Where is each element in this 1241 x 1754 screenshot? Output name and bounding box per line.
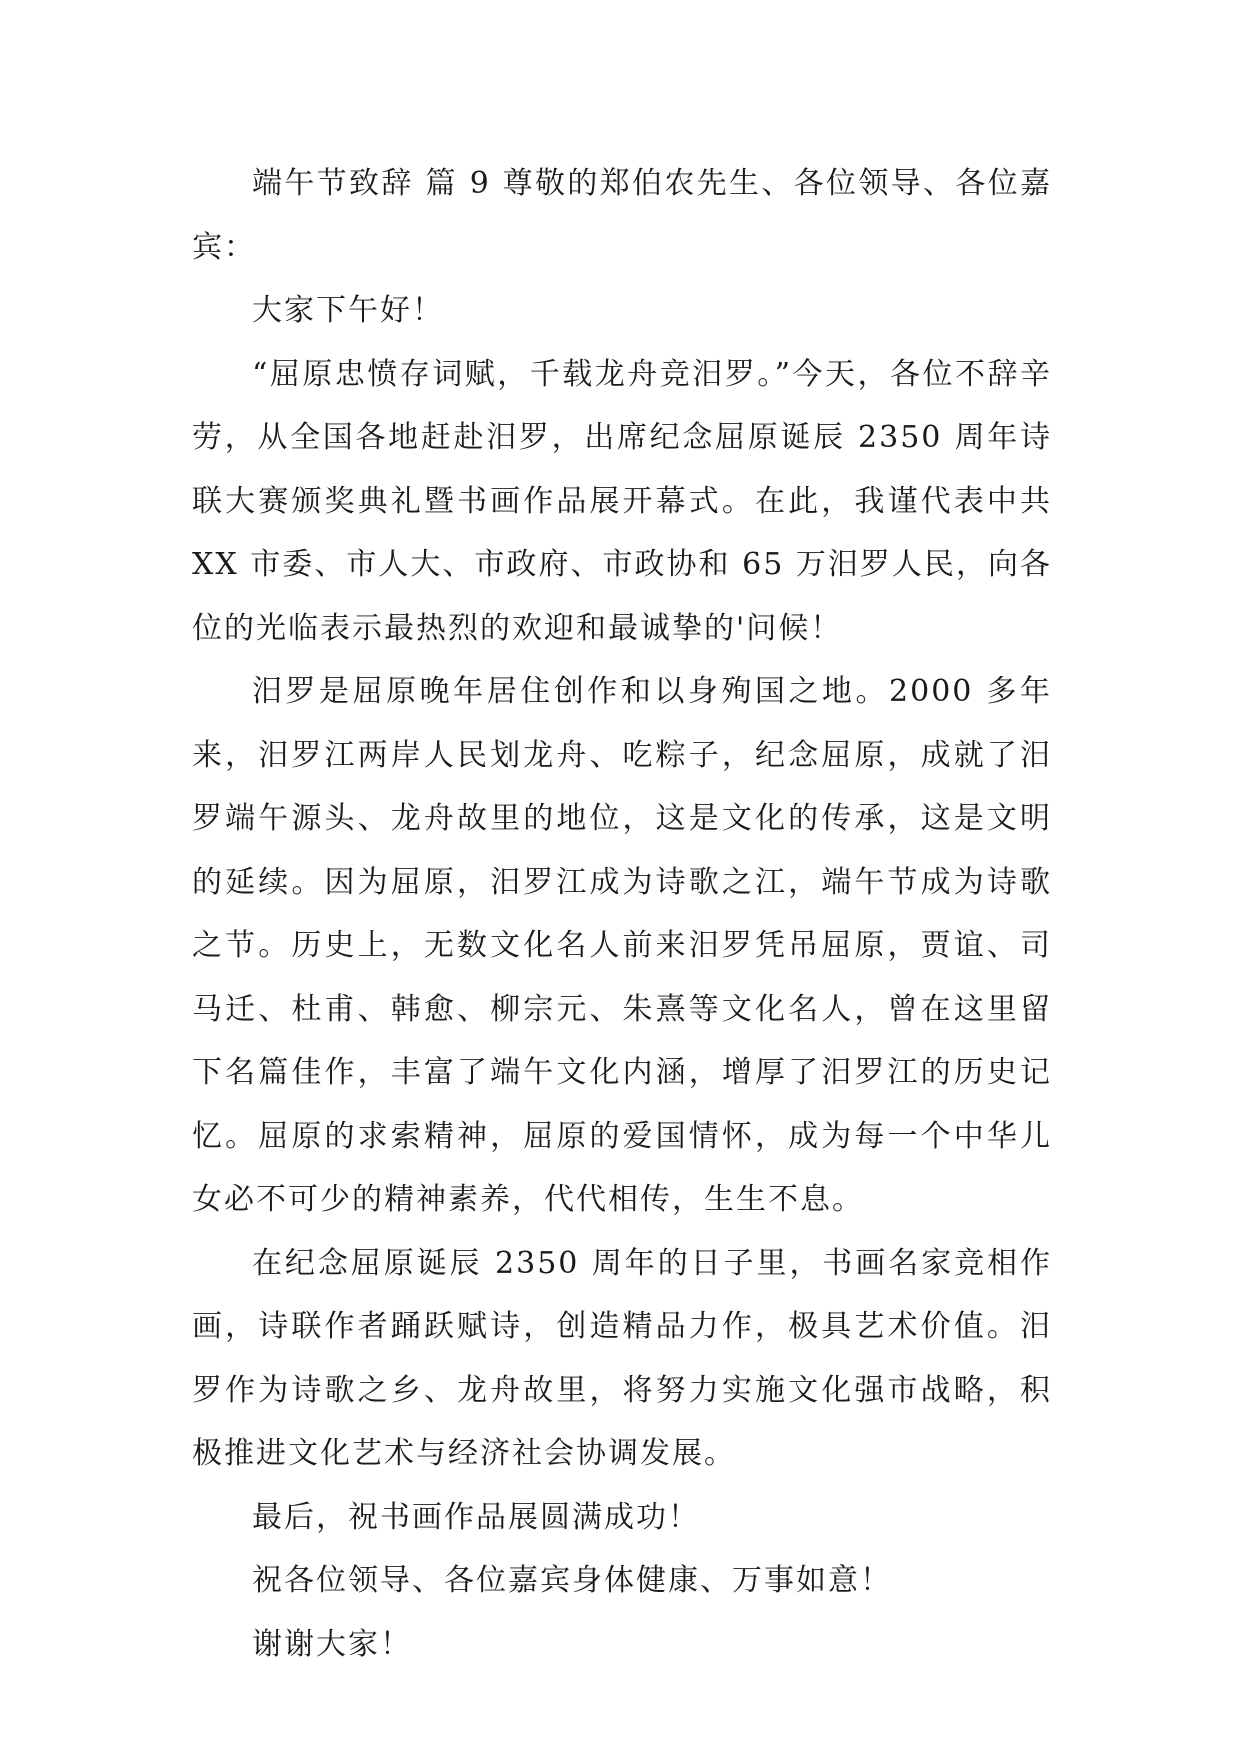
salutation-paragraph: 大家下午好！ xyxy=(252,293,444,328)
thanks-paragraph: 谢谢大家！ xyxy=(252,1626,412,1662)
blessing-paragraph: 祝各位领导、各位嘉宾身体健康、万事如意！ xyxy=(252,1563,892,1598)
art-paragraph: 在纪念屈原诞辰 2350 周年的日子里，书画名家竞相作画，诗联作者踊跃赋诗，创造精品力作，极具艺术价值。汨罗作为诗歌之乡、龙舟故里，将努力实施文化强市战略，积极推进文化艺术与经济社会协调发展。 xyxy=(192,1245,1052,1471)
closing-wish-paragraph: 最后，祝书画作品展圆满成功！ xyxy=(252,1499,700,1535)
document-body xyxy=(192,152,1052,1676)
title-greeting-paragraph: 端午节致辞 篇 9 尊敬的郑伯农先生、各位领导、各位嘉宾： xyxy=(192,166,1052,265)
history-paragraph: 汨罗是屈原晚年居住创作和以身殉国之地。2000 多年来，汨罗江两岸人民划龙舟、吃粽子，纪念屈原，成就了汨罗端午源头、龙舟故里的地位，这是文化的传承，这是文明的延续。因为屈原，汨罗江成为诗歌之江，端午节成为诗歌之节。历史上，无数文化名人前来汨罗凭吊屈原，贾谊、司马迁、杜甫、韩愈、柳宗元、朱熹等文化名人，曾在这里留下名篇佳作，丰富了端午文化内涵，增厚了汨罗江的历史记忆。屈原的求索精神，屈原的爱国情怀，成为每一个中华儿女必不可少的精神素养，代代相传，生生不息。 xyxy=(192,674,1052,1217)
welcome-paragraph: “屈原忠愤存词赋，千载龙舟竞汨罗。”今天，各位不辞辛劳，从全国各地赶赴汨罗，出席纪念屈原诞辰 2350 周年诗联大赛颁奖典礼暨书画作品展开幕式。在此，我谨代表中共 XX 市委、市人大、市政府、市政协和 65 万汨罗人民，向各位的光临表示最热烈的欢迎和最诚挚的'问候！ xyxy=(192,356,1052,646)
